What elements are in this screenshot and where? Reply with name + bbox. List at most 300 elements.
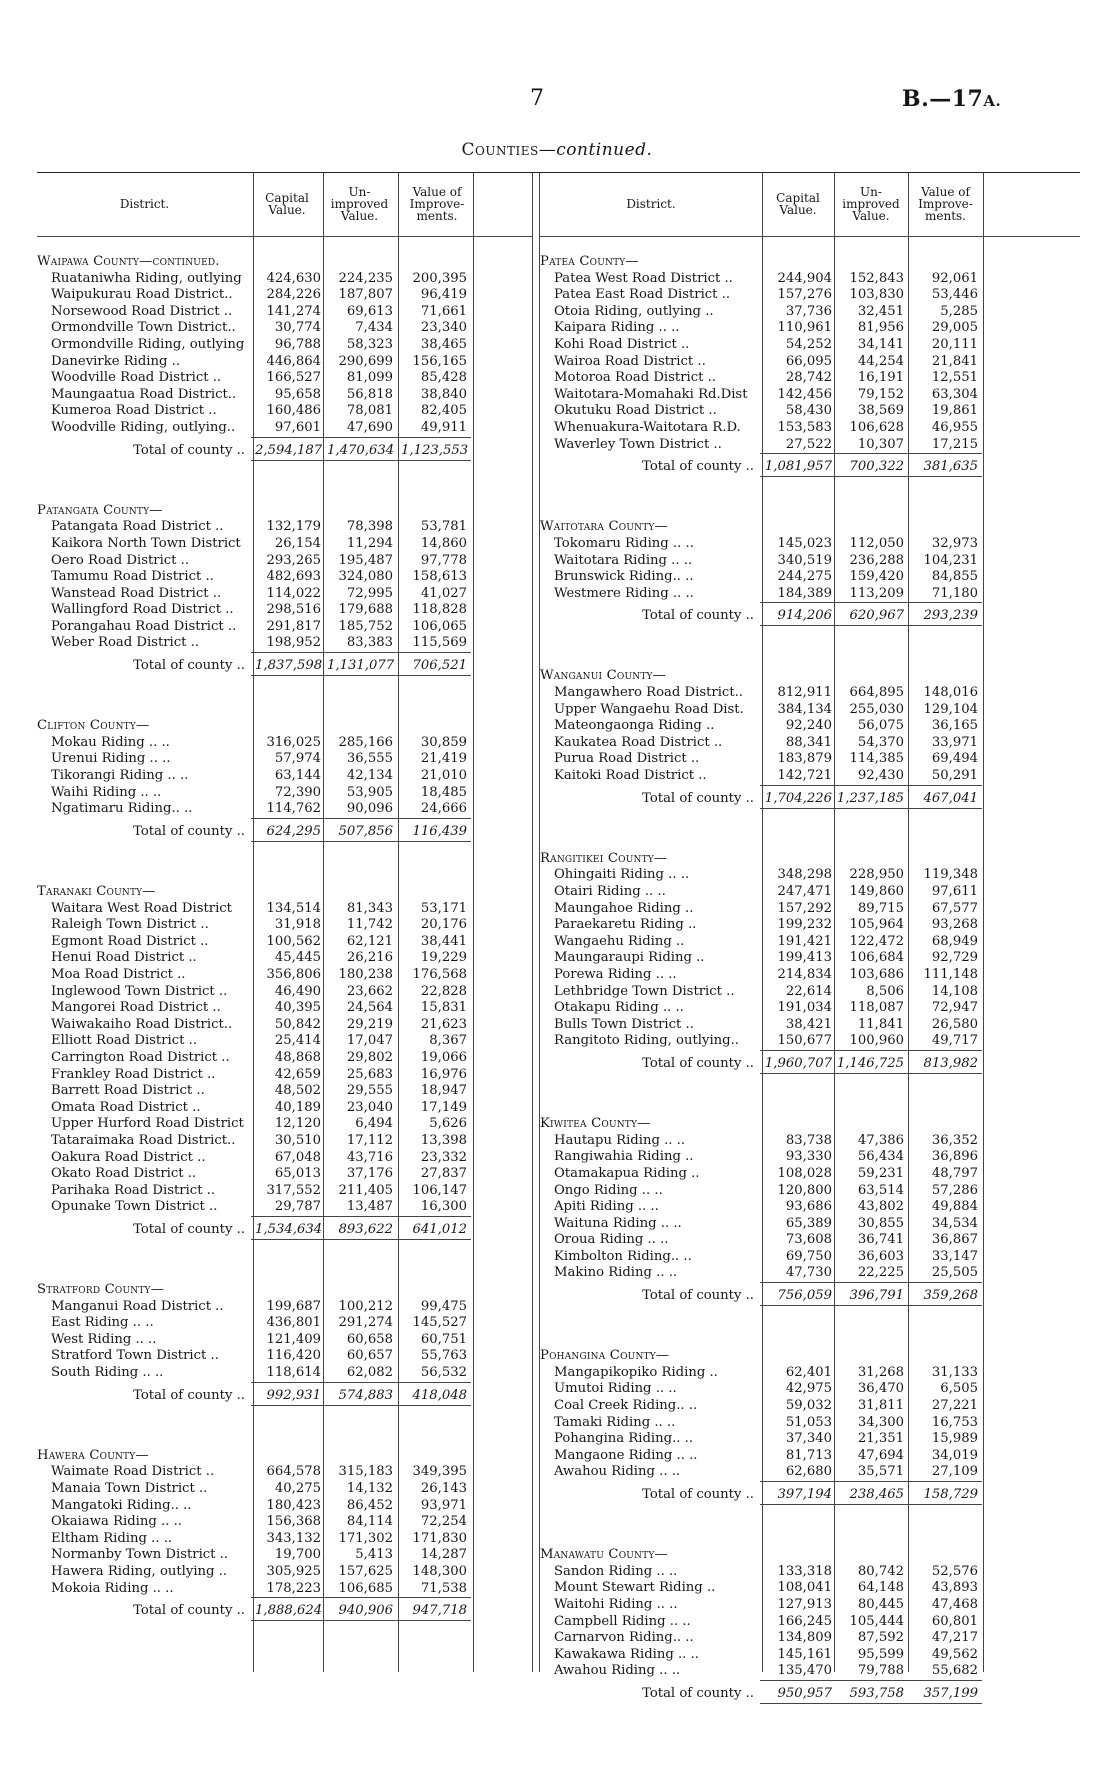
improvements-value: 53,446	[931, 287, 978, 303]
district-name: Kaipara Riding .. ..	[554, 320, 680, 336]
district-name: Ohingaiti Riding .. ..	[554, 867, 690, 883]
table-row	[37, 569, 532, 586]
unimproved-value: 17,047	[346, 1033, 393, 1049]
table-row	[540, 934, 1080, 951]
improvements-value: 71,180	[931, 585, 978, 601]
capital-value: 343,132	[266, 1530, 321, 1546]
unimproved-value: 80,445	[857, 1596, 904, 1612]
unimproved-value: 78,398	[346, 519, 393, 535]
capital-value: 100,562	[266, 933, 321, 949]
total-improvements: 116,439	[412, 823, 467, 839]
table-row	[37, 984, 532, 1001]
improvements-value: 119,348	[923, 867, 978, 883]
capital-value: 47,730	[785, 1265, 832, 1281]
total-unimproved: 1,237,185	[836, 790, 904, 806]
spacer	[540, 1100, 1080, 1117]
unimproved-value: 324,080	[338, 569, 393, 585]
capital-value: 436,801	[266, 1315, 321, 1331]
improvements-value: 56,532	[420, 1365, 467, 1381]
county-name: Waipawa County—continued.	[37, 254, 220, 269]
capital-value: 116,420	[266, 1348, 321, 1364]
spacer	[540, 1514, 1080, 1531]
table-row	[37, 635, 532, 652]
county-name: Clifton County—	[37, 718, 150, 734]
county-name: Waitotara County—	[540, 519, 668, 535]
unimproved-value: 43,716	[346, 1149, 393, 1165]
capital-value: 198,952	[266, 635, 321, 651]
district-name: Waiwakaiho Road District..	[51, 1016, 233, 1032]
county-total-row	[37, 1382, 532, 1415]
district-name: Elliott Road District ..	[51, 1033, 198, 1049]
improvements-value: 12,551	[931, 370, 978, 386]
county-heading	[540, 1348, 1080, 1365]
table-row	[37, 1100, 532, 1117]
capital-value: 316,025	[266, 734, 321, 750]
capital-value: 134,514	[266, 900, 321, 916]
capital-value: 284,226	[266, 287, 321, 303]
table-row	[540, 1033, 1080, 1050]
capital-value: 191,421	[777, 933, 832, 949]
unimproved-value: 255,030	[849, 701, 904, 717]
district-name: Apiti Riding .. ..	[554, 1199, 659, 1215]
capital-value: 37,340	[785, 1431, 832, 1447]
unimproved-value: 78,081	[346, 403, 393, 419]
table-row	[37, 1348, 532, 1365]
capital-value: 114,022	[266, 585, 321, 601]
unimproved-value: 13,487	[346, 1199, 393, 1215]
district-name: Lethbridge Town District ..	[554, 983, 735, 999]
unimproved-value: 291,274	[338, 1315, 393, 1331]
unimproved-value: 80,742	[857, 1563, 904, 1579]
header-district: District.	[119, 197, 170, 211]
table-row	[37, 370, 532, 387]
table-row	[540, 1133, 1080, 1150]
county-total-row	[37, 1216, 532, 1249]
improvements-value: 27,837	[420, 1166, 467, 1182]
table-row	[37, 1067, 532, 1084]
total-unimproved: 940,906	[338, 1603, 393, 1619]
unimproved-value: 664,895	[849, 685, 904, 701]
unimproved-value: 44,254	[857, 353, 904, 369]
total-improvements: 357,199	[923, 1685, 978, 1701]
table-row	[540, 387, 1080, 404]
district-name: Pohangina Riding.. ..	[554, 1431, 694, 1447]
table-row	[37, 337, 532, 354]
improvements-value: 16,753	[931, 1414, 978, 1430]
total-unimproved: 593,758	[849, 1685, 904, 1701]
unimproved-value: 79,152	[857, 386, 904, 402]
unimproved-value: 56,434	[857, 1149, 904, 1165]
improvements-value: 8,367	[429, 1033, 467, 1049]
spacer	[540, 1332, 1080, 1349]
improvements-value: 97,778	[420, 552, 467, 568]
improvements-value: 36,867	[931, 1232, 978, 1248]
total-label: Total of county ..	[133, 442, 245, 458]
district-name: Ngatimaru Riding.. ..	[51, 801, 193, 817]
table-row	[540, 1647, 1080, 1664]
improvements-value: 96,419	[420, 287, 467, 303]
capital-value: 81,713	[785, 1447, 832, 1463]
capital-value: 120,800	[777, 1182, 832, 1198]
improvements-value: 67,577	[931, 900, 978, 916]
improvements-value: 82,405	[420, 403, 467, 419]
district-name: Rangiwahia Riding ..	[554, 1149, 694, 1165]
table-row	[37, 403, 532, 420]
improvements-value: 129,104	[923, 701, 978, 717]
unimproved-value: 315,183	[338, 1464, 393, 1480]
county-total-row	[37, 437, 532, 470]
unimproved-value: 105,964	[849, 917, 904, 933]
left-header	[37, 172, 532, 237]
spacer	[37, 867, 532, 884]
spacer	[37, 1265, 532, 1282]
capital-value: 127,913	[777, 1596, 832, 1612]
capital-value: 199,687	[266, 1298, 321, 1314]
district-name: Moa Road District ..	[51, 966, 186, 982]
unimproved-value: 24,564	[346, 1000, 393, 1016]
unimproved-value: 36,555	[346, 751, 393, 767]
unimproved-value: 54,370	[857, 734, 904, 750]
improvements-value: 93,971	[420, 1497, 467, 1513]
capital-value: 28,742	[785, 370, 832, 386]
district-name: Awahou Riding .. ..	[554, 1663, 681, 1679]
spacer	[37, 1415, 532, 1432]
improvements-value: 171,830	[412, 1530, 467, 1546]
total-improvements: 706,521	[412, 658, 467, 674]
improvements-value: 16,300	[420, 1199, 467, 1215]
improvements-value: 29,005	[931, 320, 978, 336]
total-improvements: 467,041	[923, 790, 978, 806]
table-row	[540, 917, 1080, 934]
total-unimproved: 700,322	[849, 459, 904, 475]
unimproved-value: 6,494	[355, 1116, 393, 1132]
capital-value: 66,095	[785, 353, 832, 369]
unimproved-value: 14,132	[346, 1481, 393, 1496]
total-improvements: 381,635	[923, 459, 978, 475]
district-name: Waitotara-Momahaki Rd.Dist	[554, 386, 748, 402]
capital-value: 42,659	[274, 1066, 321, 1082]
table-row	[37, 536, 532, 553]
improvements-value: 49,884	[931, 1199, 978, 1215]
capital-value: 26,154	[274, 535, 321, 551]
improvements-value: 48,797	[931, 1165, 978, 1181]
capital-value: 160,486	[266, 403, 321, 419]
table-row	[37, 287, 532, 304]
table-row	[540, 884, 1080, 901]
capital-value: 157,292	[777, 900, 832, 916]
capital-value: 12,120	[274, 1116, 321, 1132]
title-continued: continued.	[556, 140, 653, 160]
capital-value: 132,179	[266, 519, 321, 535]
spacer	[540, 652, 1080, 669]
table-row	[37, 553, 532, 570]
unimproved-value: 8,506	[866, 983, 904, 999]
district-name: Ongo Riding .. ..	[554, 1182, 663, 1198]
district-name: Tataraimaka Road District..	[51, 1132, 236, 1148]
district-name: Woodville Riding, outlying..	[51, 419, 236, 435]
unimproved-value: 103,686	[849, 966, 904, 982]
unimproved-value: 152,843	[849, 270, 904, 286]
district-name: Awahou Riding .. ..	[554, 1464, 681, 1480]
unimproved-value: 64,148	[857, 1580, 904, 1596]
capital-value: 166,245	[777, 1613, 832, 1629]
county-total-row	[540, 1481, 1080, 1514]
county-name: Kiwitea County—	[540, 1116, 651, 1132]
table-row	[37, 1133, 532, 1150]
spacer	[540, 1083, 1080, 1100]
spacer	[540, 1531, 1080, 1548]
capital-value: 482,693	[266, 569, 321, 585]
improvements-value: 17,149	[420, 1099, 467, 1115]
district-name: Mount Stewart Riding ..	[554, 1580, 716, 1596]
capital-value: 92,240	[785, 718, 832, 734]
district-name: Porewa Riding .. ..	[554, 966, 677, 982]
table-row	[540, 768, 1080, 785]
improvements-value: 118,828	[412, 602, 467, 618]
district-name: Brunswick Riding.. ..	[554, 569, 694, 585]
improvements-value: 52,576	[931, 1563, 978, 1579]
district-name: Mangawhero Road District..	[554, 685, 743, 701]
district-name: Porangahau Road District ..	[51, 618, 237, 634]
unimproved-value: 22,225	[857, 1265, 904, 1281]
district-name: Parihaka Road District ..	[51, 1182, 216, 1198]
capital-value: 37,736	[785, 303, 832, 319]
unimproved-value: 34,300	[857, 1414, 904, 1430]
county-total-row	[37, 818, 532, 851]
table-row	[37, 901, 532, 918]
table-row	[540, 1249, 1080, 1266]
improvements-value: 5,626	[429, 1116, 467, 1132]
district-name: South Riding .. ..	[51, 1365, 164, 1381]
district-name: Egmont Road District ..	[51, 933, 209, 949]
left-body	[37, 254, 532, 1630]
capital-value: 31,918	[274, 917, 321, 933]
district-name: Mangorei Road District ..	[51, 1000, 221, 1016]
district-name: Umutoi Riding .. ..	[554, 1381, 677, 1397]
table-row	[37, 1464, 532, 1481]
capital-value: 156,368	[266, 1514, 321, 1530]
county-heading	[37, 254, 532, 271]
district-name: Manganui Road District ..	[51, 1298, 224, 1314]
table-row	[37, 1481, 532, 1498]
capital-value: 180,423	[266, 1497, 321, 1513]
district-name: Ruataniwha Riding, outlying	[51, 270, 242, 286]
unimproved-value: 31,811	[857, 1398, 904, 1414]
capital-value: 114,762	[266, 801, 321, 817]
unimproved-value: 60,658	[346, 1331, 393, 1347]
capital-value: 95,658	[274, 386, 321, 402]
unimproved-value: 47,386	[857, 1132, 904, 1148]
county-name: Wanganui County—	[540, 668, 667, 684]
unimproved-value: 113,209	[849, 585, 904, 601]
capital-value: 96,788	[274, 336, 321, 352]
improvements-value: 57,286	[931, 1182, 978, 1198]
improvements-value: 53,781	[420, 519, 467, 535]
unimproved-value: 187,807	[338, 287, 393, 303]
county-name: Patangata County—	[37, 502, 163, 518]
table-row	[540, 1564, 1080, 1581]
table-row	[37, 1547, 532, 1564]
header-capital: Capital Value.	[265, 191, 309, 217]
improvements-value: 31,133	[931, 1364, 978, 1380]
capital-value: 141,274	[266, 303, 321, 319]
spacer	[37, 486, 532, 503]
unimproved-value: 25,683	[346, 1066, 393, 1082]
header-district: District.	[626, 197, 676, 211]
capital-value: 142,721	[777, 768, 832, 784]
total-capital: 1,081,957	[764, 459, 832, 475]
unimproved-value: 179,688	[338, 602, 393, 618]
district-name: Mangaone Riding .. ..	[554, 1447, 698, 1463]
capital-value: 134,809	[777, 1630, 832, 1646]
county-total-row	[540, 1282, 1080, 1315]
header-unimproved: Un-improved Value.	[842, 185, 900, 223]
capital-value: 199,413	[777, 950, 832, 966]
total-label: Total of county ..	[133, 1221, 245, 1237]
improvements-value: 19,229	[420, 950, 467, 966]
county-name: Manawatu County—	[540, 1547, 668, 1563]
spacer	[37, 702, 532, 719]
unimproved-value: 29,802	[346, 1049, 393, 1065]
capital-value: 446,864	[266, 353, 321, 369]
county-name: Taranaki County—	[37, 884, 156, 899]
capital-value: 244,904	[777, 270, 832, 286]
capital-value: 142,456	[777, 386, 832, 402]
improvements-value: 63,304	[931, 386, 978, 402]
total-capital: 1,534,634	[255, 1221, 323, 1237]
total-label: Total of county ..	[133, 658, 245, 674]
unimproved-value: 285,166	[338, 734, 393, 750]
improvements-value: 49,911	[420, 419, 467, 435]
total-capital: 2,594,187	[255, 442, 323, 458]
table-row	[540, 867, 1080, 884]
table-row	[37, 735, 532, 752]
improvements-value: 16,976	[420, 1066, 467, 1082]
unimproved-value: 11,742	[346, 917, 393, 933]
capital-value: 65,013	[274, 1166, 321, 1182]
improvements-value: 148,016	[923, 685, 978, 701]
district-name: Waverley Town District ..	[554, 436, 722, 452]
district-name: Eltham Riding .. ..	[51, 1530, 173, 1546]
table-row	[37, 519, 532, 536]
capital-value: 157,276	[777, 287, 832, 303]
county-name: Patea County—	[540, 254, 639, 269]
capital-value: 110,961	[777, 320, 832, 336]
improvements-value: 84,855	[931, 569, 978, 585]
total-capital: 992,931	[266, 1387, 321, 1403]
table-row	[540, 1398, 1080, 1415]
unimproved-value: 36,470	[857, 1381, 904, 1397]
improvements-value: 115,569	[412, 635, 467, 651]
district-name: Wangaehu Riding ..	[554, 933, 685, 949]
district-name: Kumeroa Road District ..	[51, 403, 217, 419]
unimproved-value: 58,323	[346, 336, 393, 352]
improvements-value: 22,828	[420, 983, 467, 999]
improvements-value: 43,893	[931, 1580, 978, 1596]
county-total-row	[37, 652, 532, 685]
district-name: Campbell Riding .. ..	[554, 1613, 691, 1629]
improvements-value: 32,973	[931, 535, 978, 551]
table-row	[37, 1365, 532, 1382]
total-label: Total of county ..	[642, 608, 754, 624]
improvements-value: 349,395	[412, 1464, 467, 1480]
district-name: Rangitoto Riding, outlying..	[554, 1033, 739, 1049]
table-row	[540, 354, 1080, 371]
table-row	[540, 420, 1080, 437]
capital-value: 54,252	[785, 336, 832, 352]
district-name: Oroua Riding .. ..	[554, 1232, 669, 1248]
table-row	[540, 304, 1080, 321]
improvements-value: 26,143	[420, 1481, 467, 1496]
district-name: Waimate Road District ..	[51, 1464, 215, 1480]
district-name: East Riding .. ..	[51, 1315, 154, 1331]
table-row	[37, 1315, 532, 1332]
table-row	[540, 1265, 1080, 1282]
total-capital: 914,206	[777, 608, 832, 624]
county-heading	[540, 668, 1080, 685]
table-row	[37, 586, 532, 603]
table-row	[540, 1415, 1080, 1432]
district-name: Hawera Riding, outlying ..	[51, 1563, 228, 1579]
unimproved-value: 16,191	[857, 370, 904, 386]
unimproved-value: 118,087	[849, 1000, 904, 1016]
total-improvements: 158,729	[923, 1487, 978, 1502]
table-row	[540, 1448, 1080, 1465]
capital-value: 62,401	[785, 1364, 832, 1380]
table-row	[540, 553, 1080, 570]
district-name: Patangata Road District ..	[51, 519, 224, 535]
capital-value: 30,510	[274, 1132, 321, 1148]
table-row	[37, 1199, 532, 1216]
unimproved-value: 11,294	[346, 535, 393, 551]
district-name: Weber Road District ..	[51, 635, 200, 651]
district-name: Urenui Riding .. ..	[51, 751, 171, 767]
table-row	[37, 1531, 532, 1548]
unimproved-value: 47,694	[857, 1447, 904, 1463]
table-row	[37, 1183, 532, 1200]
capital-value: 27,522	[785, 436, 832, 452]
table-row	[540, 1630, 1080, 1647]
total-unimproved: 1,470,634	[327, 442, 395, 458]
capital-value: 183,879	[777, 751, 832, 767]
improvements-value: 19,066	[420, 1049, 467, 1065]
unimproved-value: 42,134	[346, 768, 393, 784]
district-name: Mokau Riding .. ..	[51, 734, 170, 750]
table-row	[540, 1232, 1080, 1249]
table-row	[540, 1464, 1080, 1481]
district-name: Bulls Town District ..	[554, 1016, 694, 1032]
unimproved-value: 62,082	[346, 1365, 393, 1381]
improvements-value: 36,165	[931, 718, 978, 734]
district-name: Mokoia Riding .. ..	[51, 1580, 174, 1596]
capital-value: 356,806	[266, 966, 321, 982]
capital-value: 88,341	[785, 734, 832, 750]
improvements-value: 38,441	[420, 933, 467, 949]
total-label: Total of county ..	[133, 1387, 245, 1403]
improvements-value: 92,729	[931, 950, 978, 966]
district-name: Kaitoki Road District ..	[554, 768, 707, 784]
improvements-value: 38,840	[420, 386, 467, 402]
improvements-value: 15,989	[931, 1431, 978, 1447]
unimproved-value: 224,235	[338, 270, 393, 286]
total-unimproved: 893,622	[338, 1221, 393, 1237]
table-row	[37, 1150, 532, 1167]
district-name: Inglewood Town District ..	[51, 983, 228, 999]
district-name: Waipukurau Road District..	[51, 287, 233, 303]
improvements-value: 200,395	[412, 270, 467, 286]
capital-value: 59,032	[785, 1398, 832, 1414]
district-name: Otakapu Riding .. ..	[554, 1000, 684, 1016]
